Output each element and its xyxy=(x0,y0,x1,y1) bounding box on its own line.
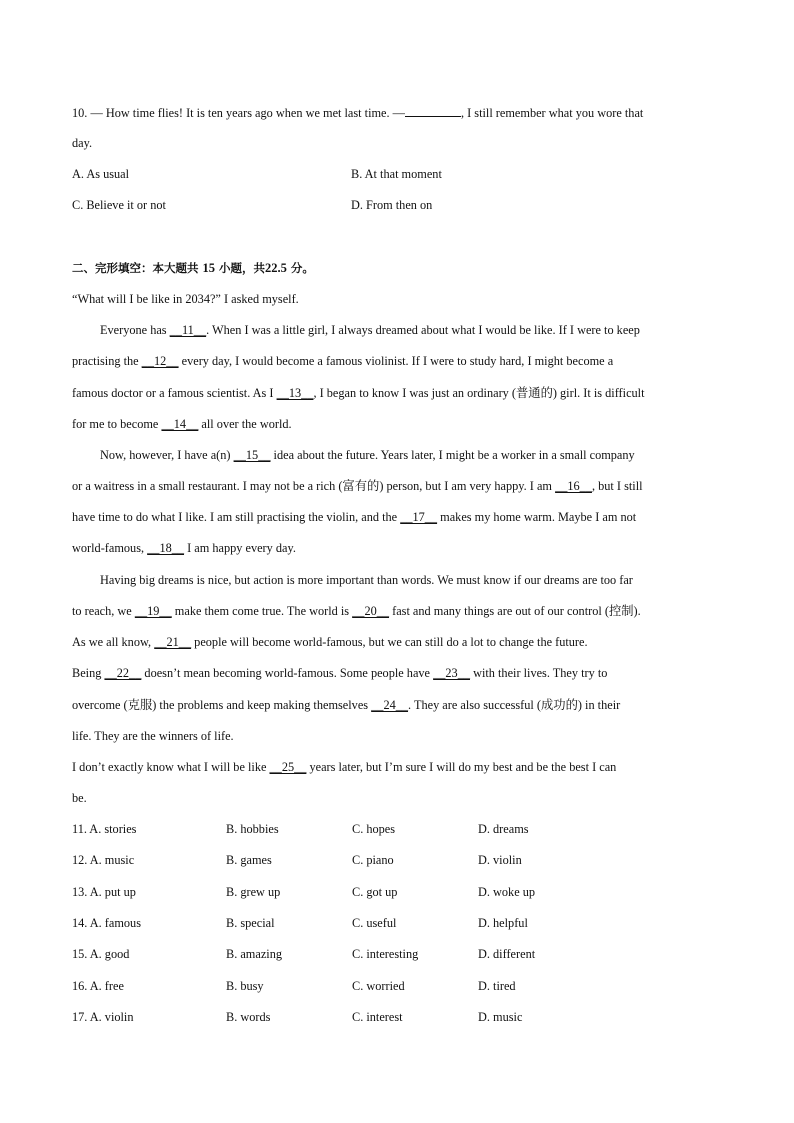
text: have time to do what I like. I am still practising the violin, and the xyxy=(72,510,401,524)
text: to reach, we xyxy=(72,604,135,618)
passage-line-3 xyxy=(72,353,722,369)
text: doesn’t mean becoming world-famous. Some people have xyxy=(141,666,434,680)
choice-q12-d: D. violin xyxy=(478,853,522,867)
text: years later, but I’m sure I will do my best and be the best I can xyxy=(306,760,617,774)
blank-18: __18__ xyxy=(147,541,185,555)
text: , I began to know I was just an ordinary (普通的) girl. It is difficult xyxy=(313,386,645,400)
choice-q11-c: C. hopes xyxy=(352,822,396,836)
choice-q11-b: B. hobbies xyxy=(226,822,279,836)
choice-q17-b: B. words xyxy=(226,1010,271,1024)
blank-13: __13__ xyxy=(276,386,314,400)
heading-part-a: 二、完形填空：本大题共 xyxy=(72,261,199,275)
blank-21: __21__ xyxy=(154,635,192,649)
blank-15: __15__ xyxy=(233,448,271,462)
text: people will become world-famous, but we can still do a lot to change the future. xyxy=(191,635,588,649)
choice-q12-b: B. games xyxy=(226,853,272,867)
passage-line-11 xyxy=(72,603,722,619)
text: , but I still xyxy=(591,479,643,493)
passage-line-6 xyxy=(100,447,722,463)
blank-23: __23__ xyxy=(433,666,470,680)
section-heading xyxy=(72,260,722,276)
choice-q15-c: C. interesting xyxy=(352,947,419,961)
choice-q16-a: 16. A. free xyxy=(72,979,124,993)
choice-q14-c: C. useful xyxy=(352,916,397,930)
text: for me to become xyxy=(72,417,162,431)
passage-line-2 xyxy=(100,322,722,338)
text: all over the world. xyxy=(198,417,292,431)
text: with their lives. They try to xyxy=(470,666,608,680)
q10-option-b: B. At that moment xyxy=(351,167,442,181)
passage-line-13 xyxy=(72,665,722,681)
choice-q17-a: 17. A. violin xyxy=(72,1010,134,1024)
blank-14: __14__ xyxy=(161,417,199,431)
heading-part-b: 小题，共 xyxy=(219,261,266,275)
passage-line-16 xyxy=(72,759,722,775)
passage-line-9 xyxy=(72,540,722,556)
choice-q14-a: 14. A. famous xyxy=(72,916,141,930)
blank-25: __25__ xyxy=(269,760,307,774)
passage-line-12 xyxy=(72,634,722,650)
q10-stem-after: , I still remember what you wore that xyxy=(460,106,644,120)
q10-blank xyxy=(405,104,461,117)
text: every day, I would become a famous violinist. If I were to study hard, I might become a xyxy=(178,354,614,368)
choice-q13-a: 13. A. put up xyxy=(72,885,136,899)
choice-q16-c: C. worried xyxy=(352,979,405,993)
passage-line-5 xyxy=(72,416,722,432)
passage-line-8 xyxy=(72,509,722,525)
blank-20: __20__ xyxy=(352,604,390,618)
heading-part-c: 分。 xyxy=(290,261,314,275)
blank-17: __17__ xyxy=(400,510,438,524)
q10-stem-cont: day. xyxy=(72,136,93,150)
passage-line-1: “What will I be like in 2034?” I asked myself. xyxy=(72,292,299,306)
text: Everyone has xyxy=(100,323,170,337)
choice-q17-d: D. music xyxy=(478,1010,523,1024)
q10-stem xyxy=(72,104,722,121)
choice-q15-d: D. different xyxy=(478,947,536,961)
text: . They are also successful (成功的) in their xyxy=(408,698,621,712)
text: practising the xyxy=(72,354,142,368)
heading-score: 22.5 xyxy=(265,261,287,275)
choice-q14-b: B. special xyxy=(226,916,275,930)
passage-line-7 xyxy=(72,478,722,494)
text: makes my home warm. Maybe I am not xyxy=(437,510,637,524)
blank-19: __19__ xyxy=(134,604,172,618)
text: or a waitress in a small restaurant. I may not be a rich (富有的) person, but I am very happy. I am xyxy=(72,479,556,493)
choice-q16-d: D. tired xyxy=(478,979,516,993)
text: famous doctor or a famous scientist. As I xyxy=(72,386,277,400)
blank-16: __16__ xyxy=(555,479,592,493)
passage-line-15: life. They are the winners of life. xyxy=(72,729,234,743)
choice-q12-a: 12. A. music xyxy=(72,853,135,867)
text: As we all know, xyxy=(72,635,155,649)
choice-q15-b: B. amazing xyxy=(226,947,283,961)
choice-q13-c: C. got up xyxy=(352,885,398,899)
choice-q16-b: B. busy xyxy=(226,979,264,993)
text: Now, however, I have a(n) xyxy=(100,448,234,462)
choice-q11-d: D. dreams xyxy=(478,822,529,836)
text: I don’t exactly know what I will be like xyxy=(72,760,270,774)
text: . When I was a little girl, I always dreamed about what I would be like. If I were to keep xyxy=(206,323,640,337)
q10-stem-before: 10. — How time flies! It is ten years ago when we met last time. — xyxy=(72,106,405,120)
passage-line-4 xyxy=(72,385,722,401)
choice-q13-d: D. woke up xyxy=(478,885,536,899)
text: world-famous, xyxy=(72,541,148,555)
passage-line-17: be. xyxy=(72,791,87,805)
q10-option-a: A. As usual xyxy=(72,167,130,181)
q10-option-d: D. From then on xyxy=(351,198,433,212)
text: overcome (克服) the problems and keep making themselves xyxy=(72,698,372,712)
blank-24: __24__ xyxy=(371,698,409,712)
text: I am happy every day. xyxy=(184,541,296,555)
choice-q12-c: C. piano xyxy=(352,853,394,867)
choice-q14-d: D. helpful xyxy=(478,916,528,930)
blank-22: __22__ xyxy=(104,666,142,680)
text: make them come true. The world is xyxy=(171,604,353,618)
choice-q15-a: 15. A. good xyxy=(72,947,130,961)
text: fast and many things are out of our control (控制). xyxy=(389,604,641,618)
heading-count: 15 xyxy=(202,261,216,275)
passage-line-10: Having big dreams is nice, but action is more important than words. We must know if our dreams are too far xyxy=(100,573,633,587)
choice-q17-c: C. interest xyxy=(352,1010,403,1024)
passage-line-14 xyxy=(72,697,722,713)
choice-q13-b: B. grew up xyxy=(226,885,281,899)
text: idea about the future. Years later, I might be a worker in a small company xyxy=(270,448,635,462)
blank-11: __11__ xyxy=(169,323,207,337)
choice-q11-a: 11. A. stories xyxy=(72,822,137,836)
q10-option-c: C. Believe it or not xyxy=(72,198,166,212)
text: Being xyxy=(72,666,105,680)
blank-12: __12__ xyxy=(141,354,179,368)
